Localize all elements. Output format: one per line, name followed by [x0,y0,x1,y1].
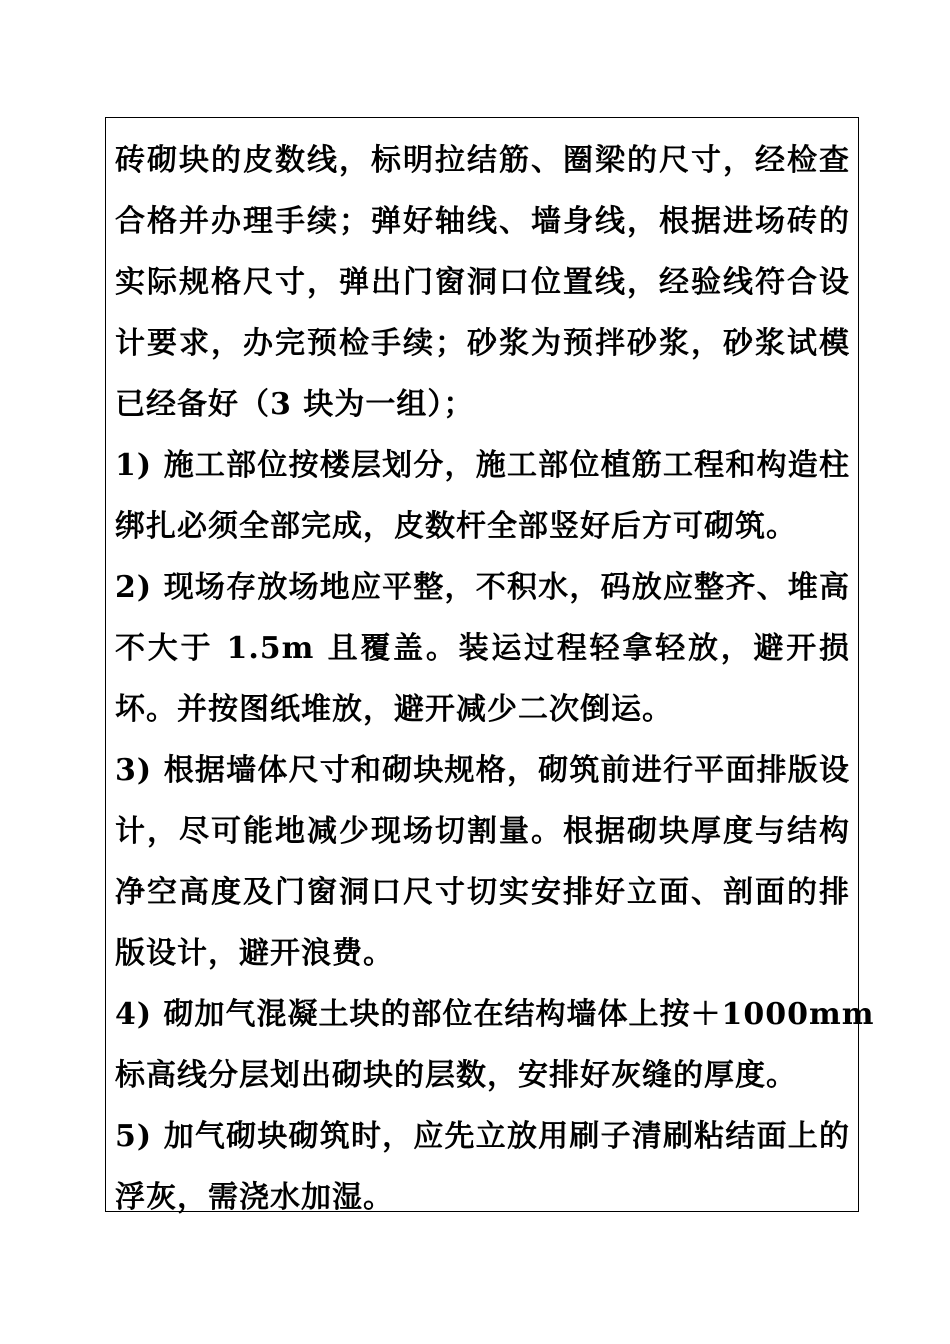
list-item-1-line: 1) 施工部位按楼层划分，施工部位植筋工程和构造柱 [115,448,850,483]
list-item-3-line: 版设计，避开浪费。 [115,936,394,971]
list-item-4-line: 标高线分层划出砌块的层数，安排好灰缝的厚度。 [115,1058,797,1093]
list-item-3-line: 3) 根据墙体尺寸和砌块规格，砌筑前进行平面排版设 [115,753,850,788]
text-line: 已经备好（3 块为一组）； [115,387,475,422]
list-item-2-line: 坏。并按图纸堆放，避开减少二次倒运。 [115,692,673,727]
list-item-2-line: 不大于 1.5m 且覆盖。装运过程轻拿轻放，避开损 [115,631,850,666]
text-line: 砖砌块的皮数线，标明拉结筋、圈梁的尺寸，经检查 [115,143,850,178]
list-item-2-line: 2) 现场存放场地应平整，不积水，码放应整齐、堆高 [115,570,850,605]
text-line: 合格并办理手续；弹好轴线、墙身线，根据进场砖的 [115,204,850,239]
list-item-5-line: 5) 加气砌块砌筑时，应先立放用刷子清刷粘结面上的 [115,1119,850,1154]
list-item-3-line: 净空高度及门窗洞口尺寸切实安排好立面、剖面的排 [115,875,850,910]
list-item-4-line: 4) 砌加气混凝土块的部位在结构墙体上按＋1000mm [115,997,875,1032]
list-item-3-line: 计，尽可能地减少现场切割量。根据砌块厚度与结构 [115,814,850,849]
list-item-5-line: 浮灰，需浇水加湿。 [115,1180,394,1215]
text-line: 实际规格尺寸，弹出门窗洞口位置线，经验线符合设 [115,265,850,300]
list-item-1-line: 绑扎必须全部完成，皮数杆全部竖好后方可砌筑。 [115,509,797,544]
document-text-box [105,117,875,1215]
text-line: 计要求，办完预检手续；砂浆为预拌砂浆，砂浆试模 [115,326,850,361]
